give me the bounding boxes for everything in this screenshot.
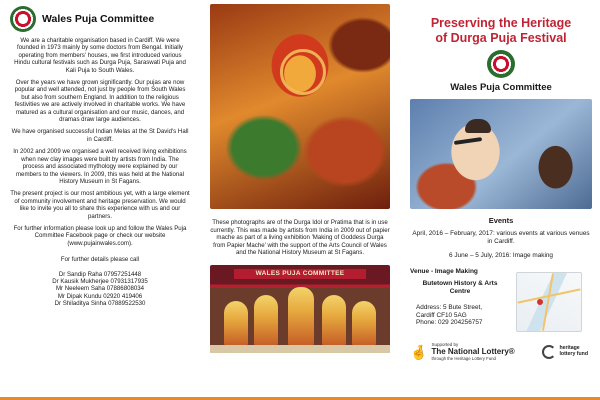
venue-section <box>410 268 592 332</box>
map-pin-icon <box>537 299 543 305</box>
lottery-subline: through the Heritage Lottery Fund <box>431 356 496 361</box>
durga-idol-photo <box>210 4 390 209</box>
idol-figure <box>254 295 278 347</box>
contact-item: Mr Dipak Kundu 02920 419406 <box>57 292 143 300</box>
national-lottery-text <box>431 342 514 361</box>
committee-logo-icon <box>10 6 36 32</box>
sponsor-logos <box>410 342 592 361</box>
melas-paragraph: We have organised successful Indian Melas at the St David's Hall in Cardiff. <box>11 128 189 143</box>
intro-paragraph: We are a charitable organisation based in Cardiff. We were founded in 1973 mainly by some doctors from Bengal. Initially operating from members' houses, we first introduced various Hindu cultural festivals such as Durga Puja, Saraswati Puja and Kali Puja to South Wales. <box>14 37 186 74</box>
right-panel <box>400 0 600 400</box>
venue-name-line1: Butetown History & Arts <box>422 280 498 287</box>
idol-figure <box>288 287 314 347</box>
info-paragraph: For further information please look up and follow the Wales Puja Committee Facebook page or check our website (www.pujainwales.com). <box>13 224 187 247</box>
contact-list <box>10 271 190 308</box>
idol-figure <box>352 301 376 347</box>
lottery-supported-by: Supported by <box>431 342 459 347</box>
left-panel-title: Wales Puja Committee <box>42 13 155 25</box>
map-road <box>542 273 554 330</box>
stage-banner: WALES PUJA COMMITTEE <box>234 269 366 279</box>
idol-figure <box>224 301 248 347</box>
exhibitions-paragraph: In 2002 and 2009 we organised a well received living exhibitions when new clay images were built by artists from India. The process and associated mythology were explained by our members to the viewers. In 2009, this was held at the National History Museum in St Fagans. <box>13 148 187 185</box>
middle-panel <box>200 0 400 400</box>
cover-logo <box>410 50 592 78</box>
phone-line: Phone: 029 204256757 <box>416 319 483 327</box>
growth-paragraph: Over the years we have grown significantly. Our pujas are now popular and well attended, not just by people from South Wales but also from southern England. In addition to the religious festivities we are actively involved in charitable works. We have matured as a cultural organisation and our music, dances, and dramas draw large audiences. <box>14 79 186 124</box>
contact-item: Mr Neeleem Saha 07886808034 <box>55 285 145 293</box>
national-lottery-logo <box>410 342 515 361</box>
left-panel <box>0 0 200 400</box>
venue-name <box>410 280 510 296</box>
crossed-fingers-icon: 🤞 <box>410 343 428 360</box>
photo-caption: These photographs are of the Durga Idol or Pratima that is in use currently. This was made by artists from India in 2009 out of papier mache as part of a living exhibition 'Making of Goddess Durga from Papier Mache' with the support of the Arts Council of Wales and the National History Museum at St Fagans. <box>210 219 390 257</box>
hlf-line: heritage <box>559 344 580 351</box>
hlf-ring-icon <box>542 345 556 359</box>
artist-painting-photo <box>410 99 592 209</box>
hlf-line: lottery fund <box>559 350 588 357</box>
image-making-dates: 6 June – 5 July, 2016: Image making <box>449 252 553 259</box>
cover-heading <box>410 16 592 45</box>
committee-logo-icon <box>487 50 515 78</box>
contact-heading: For further details please call <box>60 256 140 264</box>
contact-item: Dr Shiladitya Sinha 07889522530 <box>54 300 146 308</box>
cover-heading-line1: Preserving the Heritage <box>430 16 572 30</box>
contact-item: Dr Sandip Raha 07957251448 <box>58 270 142 278</box>
contact-item: Dr Kausik Mukherjee 07931317935 <box>52 277 148 285</box>
idol-figure <box>322 295 346 347</box>
stage-platform <box>210 345 390 353</box>
left-panel-header <box>10 6 190 32</box>
venue-details <box>410 268 510 332</box>
venue-address <box>410 304 510 327</box>
cover-org-name: Wales Puja Committee <box>450 82 552 93</box>
venue-title: Venue - Image Making <box>410 268 478 275</box>
events-title: Events <box>488 216 514 225</box>
address-line: Cardiff CF10 5AG <box>416 311 467 319</box>
lottery-name: The National Lottery® <box>431 347 515 356</box>
puja-stage-photo <box>210 265 390 353</box>
events-description: April, 2016 – February, 2017: various events at various venues in Cardiff. <box>412 230 590 245</box>
cover-heading-line2: of Durga Puja Festival <box>435 30 567 45</box>
venue-map <box>516 272 582 332</box>
heritage-lottery-fund-logo <box>542 345 588 359</box>
hlf-text <box>559 346 588 358</box>
address-line: Address: 5 Bute Street, <box>416 304 483 311</box>
project-paragraph: The present project is our most ambitious yet, with a large element of community involvement and heritage preservation. We would like to invite you all to share this experience with us and our partners. <box>10 190 190 220</box>
venue-name-line2: Centre <box>449 288 471 295</box>
